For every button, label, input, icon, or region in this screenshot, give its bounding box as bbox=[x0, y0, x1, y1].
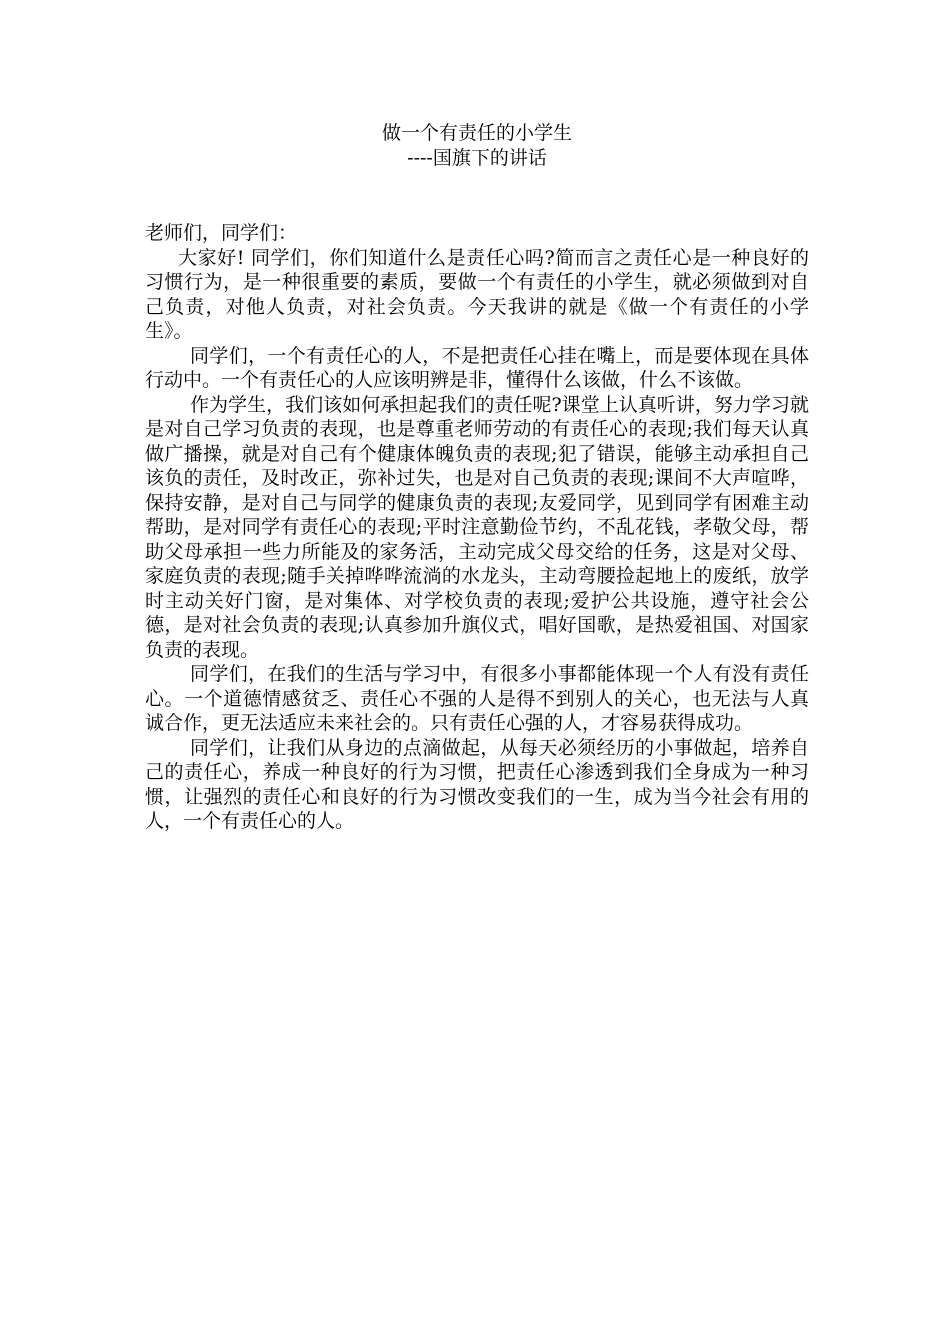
paragraph-conclusion: 同学们，让我们从身边的点滴做起，从每天必须经历的小事做起，培养自己的责任心，养成一种良好的行为习惯，把责任心渗透到我们全身成为一种习惯，让强烈的责任心和良好的行为习惯改变我们的一生，成为当今社会有用的人，一个有责任心的人。 bbox=[145, 736, 809, 832]
document-body bbox=[145, 121, 809, 834]
salutation: 老师们，同学们： bbox=[145, 222, 298, 244]
document-subtitle: ----国旗下的讲话 bbox=[407, 146, 547, 169]
document-title: 做一个有责任的小学生 bbox=[381, 122, 572, 144]
paragraph-definition: 同学们，一个有责任心的人，不是把责任心挂在嘴上，而是要体现在具体行动中。一个有责任心的人应该明辨是非，懂得什么该做，什么不该做。 bbox=[145, 344, 809, 391]
paragraph-greeting: 大家好! 同学们，你们知道什么是责任心吗?简而言之责任心是一种良好的习惯行为，是一种很重要的素质，要做一个有责任的小学生，就必须做到对自己负责，对他人负责，对社会负责。今天我讲的就是《做一个有责任的小学生》。 bbox=[145, 246, 809, 342]
paragraph-examples: 作为学生，我们该如何承担起我们的责任呢?课堂上认真听讲，努力学习就是对自己学习负责的表现，也是尊重老师劳动的有责任心的表现;我们每天认真做广播操，就是对自己有个健康体魄负责的表现;犯了错误，能够主动承担自己该负的责任，及时改正，弥补过失，也是对自己负责的表现;课间不大声喧哗，保持安静，是对自己与同学的健康负责的表现;友爱同学，见到同学有困难主动帮助，是对同学有责任心的表现;平时注意勤俭节约，不乱花钱，孝敬父母，帮助父母承担一些力所能及的家务活，主动完成父母交给的任务，这是对父母、家庭负责的表现;随手关掉哗哗流淌的水龙头，主动弯腰捡起地上的废纸，放学时主动关好门窗，是对集体、对学校负责的表现;爱护公共设施，遵守社会公德，是对社会负责的表现;认真参加升旗仪式，唱好国歌，是热爱祖国、对国家负责的表现。 bbox=[145, 393, 809, 661]
paragraph-importance: 同学们，在我们的生活与学习中，有很多小事都能体现一个人有没有责任心。一个道德情感贫乏、责任心不强的人是得不到别人的关心，也无法与人真诚合作，更无法适应未来社会的。只有责任心强的人，才容易获得成功。 bbox=[145, 663, 809, 734]
